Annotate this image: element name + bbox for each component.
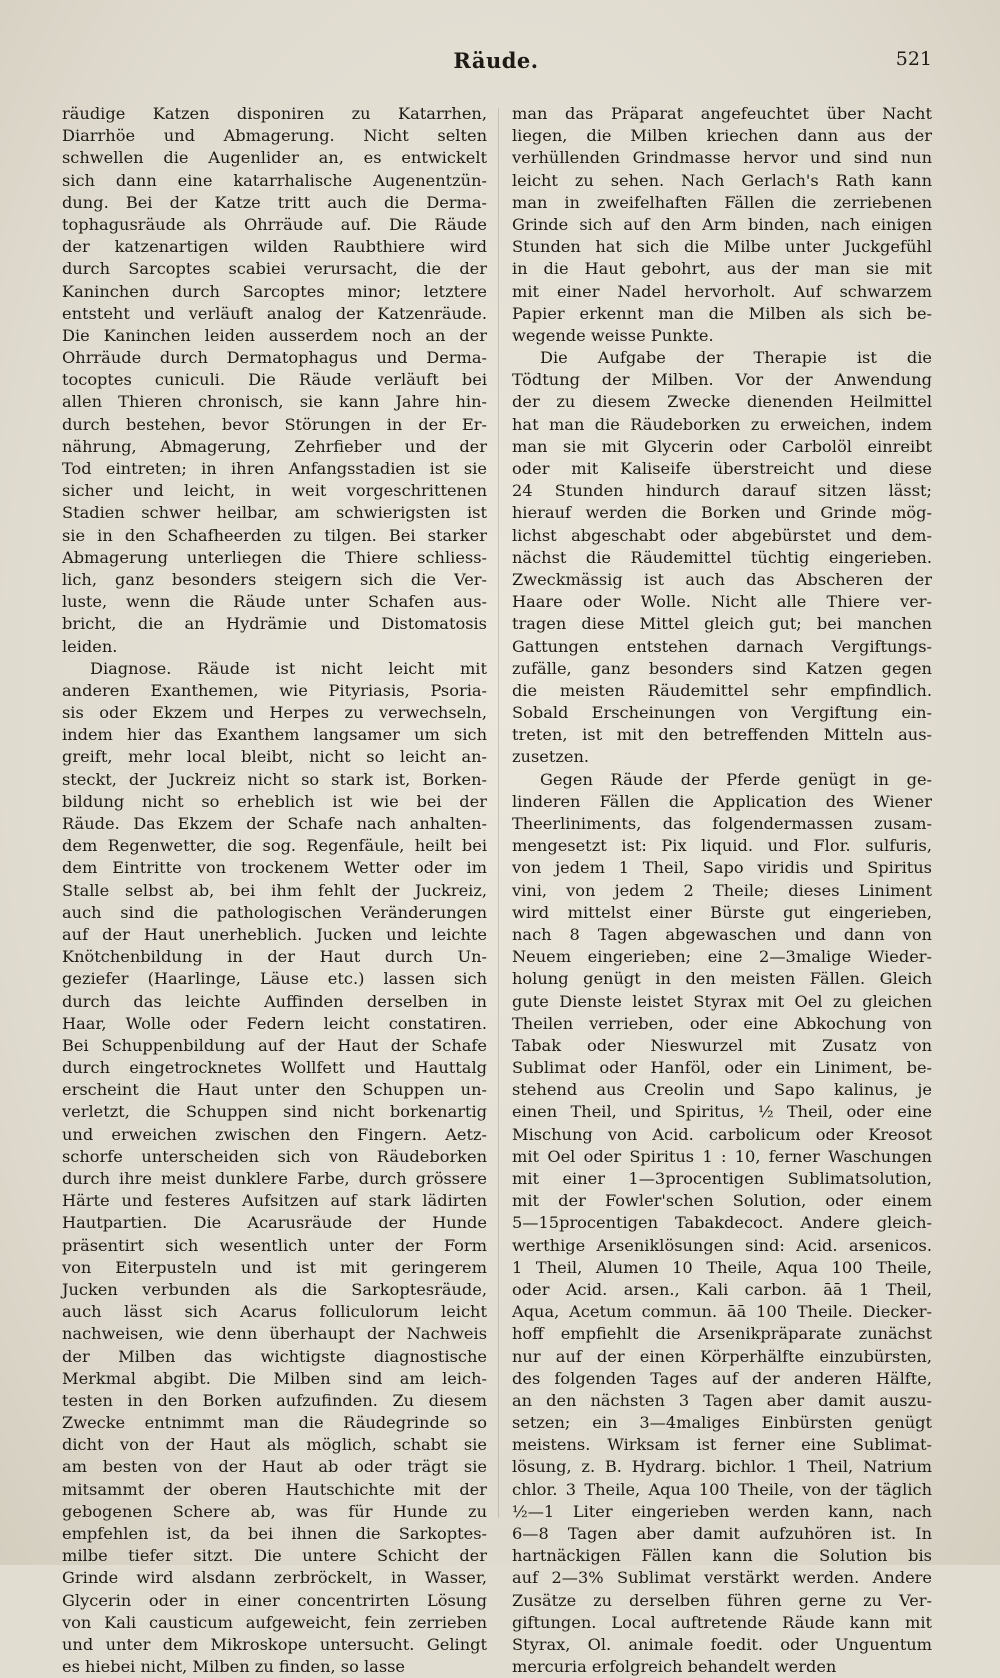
text-line: lösung, z. B. Hydrarg. bichlor. 1 Theil, Natrium: [512, 1457, 932, 1477]
text-line: nächst die Räudemittel tüchtig eingerieben.: [512, 547, 932, 567]
text-line: und erweichen zwischen den Fingern. Aetz-: [62, 1124, 487, 1144]
text-line: der katzenartigen wilden Raubthiere wird: [62, 237, 487, 257]
text-line: man das Präparat angefeuchtet über Nacht: [512, 104, 932, 123]
text-line: mit einer 1—3procentigen Sublimatsolution,: [512, 1169, 932, 1188]
text-line: mit Oel oder Spiritus 1 : 10, ferner Waschungen: [512, 1146, 932, 1166]
running-title: Räude.: [453, 48, 539, 73]
text-line: tocoptes cuniculi. Die Räude verläuft bei: [62, 370, 487, 390]
text-line: chlor. 3 Theile, Aqua 100 Theile, von der täglich: [512, 1479, 932, 1499]
text-line: von Eiterpusteln und ist mit geringerem: [62, 1257, 487, 1277]
text-line: oder mit Kaliseife überstreicht und diese: [512, 459, 932, 478]
text-line: Die Kaninchen leiden ausserdem noch an der: [62, 325, 487, 345]
text-line: Sublimat oder Hanföl, oder ein Liniment, be-: [512, 1058, 932, 1078]
text-line: mengesetzt ist: Pix liquid. und Flor. sulfuris,: [512, 836, 932, 856]
text-line: Stadien schwer heilbar, am schwierigsten ist: [62, 503, 487, 523]
text-line: lich, ganz besonders steigern sich die Ver-: [62, 569, 487, 589]
text-line: hat man die Räudeborken zu erweichen, indem: [512, 414, 932, 434]
text-line: giftungen. Local auftretende Räude kann mit: [512, 1612, 932, 1632]
text-line: empfehlen ist, da bei ihnen die Sarkoptes-: [62, 1524, 487, 1543]
text-line: Abmagerung unterliegen die Thiere schliess-: [62, 547, 487, 567]
text-line: am besten von der Haut ab oder trägt sie: [62, 1457, 487, 1477]
text-line: wegende weisse Punkte.: [512, 325, 714, 345]
text-line: steckt, der Juckreiz nicht so stark ist, Borken-: [62, 769, 487, 789]
text-line: Haare oder Wolle. Nicht alle Thiere ver-: [512, 592, 932, 612]
text-line: mit einer Nadel hervorholt. Auf schwarzem: [512, 281, 932, 301]
text-line: ½—1 Liter eingerieben werden kann, nach: [512, 1501, 932, 1521]
text-line: von jedem 1 Theil, Sapo viridis und Spiritus: [512, 858, 932, 878]
text-line: durch bestehen, bevor Störungen in der Er-: [62, 414, 487, 434]
text-line: es hiebei nicht, Milben zu finden, so lasse: [62, 1657, 406, 1677]
text-line: greift, mehr local bleibt, nicht so leicht an-: [62, 747, 487, 767]
text-line: auf 2—3% Sublimat verstärkt werden. Andere: [512, 1568, 932, 1588]
text-line: nährung, Abmagerung, Zehrfieber und der: [62, 436, 487, 456]
text-line: Neuem eingerieben; eine 2—3malige Wieder-: [512, 947, 932, 967]
text-line: Aqua, Acetum commun. āā 100 Theile. Diecker-: [512, 1302, 932, 1322]
text-line: durch eingetrocknetes Wollfett und Hauttalg: [62, 1058, 487, 1078]
text-line: indem hier das Exanthem langsamer um sich: [62, 725, 487, 745]
text-line: Knötchenbildung in der Haut durch Un-: [62, 947, 487, 967]
right-text-column: [512, 103, 932, 1677]
text-line: allen Thieren chronisch, sie kann Jahre hin-: [62, 392, 487, 412]
text-line: linderen Fällen die Application des Wiener: [512, 791, 932, 811]
text-line: vini, von jedem 2 Theile; dieses Liniment: [512, 880, 932, 900]
text-line: Stunden hat sich die Milbe unter Juckgefühl: [512, 237, 932, 257]
text-line: holung genügt in den meisten Fällen. Gleich: [512, 969, 932, 989]
text-line: dem Regenwetter, die sog. Regenfäule, heilt bei: [62, 836, 487, 856]
text-line: durch Sarcoptes scabiei verursacht, die der: [62, 259, 487, 279]
text-line: schwellen die Augenlider an, es entwickelt: [62, 148, 487, 168]
column-divider: [498, 108, 499, 1518]
text-line: Zusätze zu derselben führen gerne zu Ver-: [512, 1590, 932, 1610]
text-line: Tödtung der Milben. Vor der Anwendung: [512, 370, 932, 390]
text-line: werthige Arseniklösungen sind: Acid. arsenicos.: [512, 1235, 932, 1255]
text-line: Diagnose. Räude ist nicht leicht mit: [90, 658, 487, 678]
text-line: 6—8 Tagen aber damit aufzuhören ist. In: [512, 1524, 932, 1543]
text-line: geziefer (Haarlinge, Läuse etc.) lassen sich: [62, 969, 487, 989]
text-line: durch das leichte Auffinden derselben in: [62, 991, 487, 1011]
text-line: Tod eintreten; in ihren Anfangsstadien ist sie: [62, 459, 487, 478]
text-line: Gegen Räude der Pferde genügt in ge-: [540, 769, 932, 789]
text-line: Bei Schuppenbildung auf der Haut der Schafe: [62, 1035, 487, 1055]
text-line: nur auf der einen Körperhälfte einzubürsten,: [512, 1346, 932, 1366]
text-line: Styrax, Ol. animale foedit. oder Unguentum: [512, 1634, 932, 1654]
text-line: erscheint die Haut unter den Schuppen un-: [62, 1080, 487, 1100]
text-line: Diarrhöe und Abmagerung. Nicht selten: [62, 126, 487, 146]
text-line: Stalle selbst ab, bei ihm fehlt der Juckreiz,: [62, 880, 487, 900]
text-line: 24 Stunden hindurch darauf sitzen lässt;: [512, 481, 932, 501]
text-line: milbe tiefer sitzt. Die untere Schicht der: [62, 1546, 487, 1566]
text-line: lichst abgeschabt oder abgebürstet und dem-: [512, 525, 932, 545]
text-line: Mischung von Acid. carbolicum oder Kreosot: [512, 1124, 932, 1144]
text-line: des folgenden Tages auf der anderen Hälfte,: [512, 1368, 932, 1388]
text-line: verhüllenden Grindmasse hervor und sind nun: [512, 148, 932, 168]
text-line: gute Dienste leistet Styrax mit Oel zu gleichen: [512, 991, 932, 1011]
text-line: leiden.: [62, 636, 118, 656]
text-line: mitsammt der oberen Hautschichte mit der: [62, 1479, 487, 1499]
text-line: sicher und leicht, in weit vorgeschrittenen: [62, 481, 487, 501]
text-line: auch sind die pathologischen Veränderungen: [62, 902, 487, 922]
text-line: Ohrräude durch Dermatophagus und Derma-: [62, 348, 487, 368]
text-line: schorfe unterscheiden sich von Räudeborken: [62, 1146, 487, 1166]
text-line: Tabak oder Nieswurzel mit Zusatz von: [512, 1035, 932, 1055]
text-line: 5—15procentigen Tabakdecoct. Andere gleich-: [512, 1213, 932, 1233]
text-line: Kaninchen durch Sarcoptes minor; letztere: [62, 281, 487, 301]
text-line: nachweisen, wie denn überhaupt der Nachweis: [62, 1324, 487, 1344]
text-line: Räude. Das Ekzem der Schafe nach anhalten-: [62, 814, 487, 833]
text-line: Theerliniments, das folgendermassen zusam-: [512, 814, 932, 833]
text-line: hartnäckigen Fällen kann die Solution bis: [512, 1546, 932, 1566]
text-line: tragen diese Mittel gleich gut; bei manchen: [512, 614, 932, 634]
text-line: sis oder Ekzem und Herpes zu verwechseln,: [62, 703, 487, 723]
text-line: zufälle, ganz besonders sind Katzen gegen: [512, 658, 932, 678]
text-line: luste, wenn die Räude unter Schafen aus-: [62, 592, 487, 612]
text-line: man in zweifelhaften Fällen die zerriebenen: [512, 192, 932, 212]
text-line: Theilen verrieben, oder eine Abkochung von: [512, 1013, 932, 1033]
text-line: testen in den Borken aufzufinden. Zu diesem: [62, 1390, 487, 1410]
text-line: anderen Exanthemen, wie Pityriasis, Psoria-: [62, 680, 487, 700]
text-line: von Kali causticum aufgeweicht, fein zerrieben: [62, 1612, 487, 1632]
text-line: dung. Bei der Katze tritt auch die Derma-: [62, 192, 487, 212]
text-line: an den nächsten 3 Tagen aber damit auszu-: [512, 1390, 932, 1410]
text-line: hoff empfiehlt die Arsenikpräparate zunächst: [512, 1324, 932, 1344]
text-line: räudige Katzen disponiren zu Katarrhen,: [62, 104, 487, 123]
text-line: bildung nicht so erheblich ist wie bei der: [62, 791, 487, 811]
page-header: [60, 48, 932, 74]
text-line: gebogenen Schere ab, was für Hunde zu: [62, 1501, 487, 1521]
text-line: hierauf werden die Borken und Grinde mög-: [512, 503, 932, 523]
text-line: man sie mit Glycerin oder Carbolöl einreibt: [512, 436, 932, 456]
text-line: dicht von der Haut als möglich, schabt sie: [62, 1435, 487, 1455]
text-line: wird mittelst einer Bürste gut eingerieben,: [512, 902, 932, 922]
text-line: Haar, Wolle oder Federn leicht constatiren.: [62, 1013, 487, 1033]
text-line: bricht, die an Hydrämie und Distomatosis: [62, 614, 487, 634]
text-line: Hautpartien. Die Acarusräude der Hunde: [62, 1213, 487, 1233]
text-line: präsentirt sich wesentlich unter der Form: [62, 1235, 487, 1255]
text-line: Papier erkennt man die Milben als sich be-: [512, 303, 932, 323]
text-line: mercuria erfolgreich behandelt werden: [512, 1657, 837, 1677]
text-line: Die Aufgabe der Therapie ist die: [540, 348, 932, 368]
text-line: Zwecke entnimmt man die Räudegrinde so: [62, 1413, 487, 1433]
text-line: Zweckmässig ist auch das Abscheren der: [512, 569, 932, 589]
text-line: 1 Theil, Alumen 10 Theile, Aqua 100 Theile,: [512, 1257, 932, 1277]
text-line: Grinde wird alsdann zerbröckelt, in Wasser,: [62, 1568, 487, 1588]
text-line: Jucken verbunden als die Sarkoptesräude,: [62, 1279, 487, 1299]
text-line: der zu diesem Zwecke dienenden Heilmittel: [512, 392, 932, 412]
left-text-column: [62, 103, 487, 1677]
text-line: meistens. Wirksam ist ferner eine Sublimat-: [512, 1435, 932, 1455]
text-line: Glycerin oder in einer concentrirten Lösung: [62, 1590, 487, 1610]
text-line: Gattungen entstehen darnach Vergiftungs-: [512, 636, 932, 656]
text-line: einen Theil, und Spiritus, ½ Theil, oder eine: [512, 1102, 932, 1122]
text-line: leicht zu sehen. Nach Gerlach's Rath kann: [512, 170, 932, 190]
page-number: 521: [895, 48, 932, 70]
text-line: und unter dem Mikroskope untersucht. Gelingt: [62, 1634, 487, 1654]
text-line: verletzt, die Schuppen sind nicht borkenartig: [62, 1102, 487, 1122]
text-line: Härte und festeres Aufsitzen auf stark lädirten: [62, 1191, 487, 1211]
text-line: Sobald Erscheinungen von Vergiftung ein-: [512, 703, 932, 723]
text-line: in die Haut gebohrt, aus der man sie mit: [512, 259, 932, 279]
text-line: die meisten Räudemittel sehr empfindlich.: [512, 680, 932, 700]
text-line: nach 8 Tagen abgewaschen und dann von: [512, 924, 932, 944]
text-line: zusetzen.: [512, 747, 590, 767]
text-line: auch lässt sich Acarus folliculorum leicht: [62, 1302, 487, 1322]
text-line: Grinde sich auf den Arm binden, nach einigen: [512, 214, 932, 234]
text-line: tophagusräude als Ohrräude auf. Die Räude: [62, 214, 487, 234]
text-line: durch ihre meist dunklere Farbe, durch grössere: [62, 1169, 487, 1188]
text-line: auf der Haut unerheblich. Jucken und leichte: [62, 924, 487, 944]
text-line: treten, ist mit den betreffenden Mitteln aus-: [512, 725, 932, 745]
text-line: sich dann eine katarrhalische Augenentzün-: [62, 170, 487, 190]
text-line: sie in den Schafheerden zu tilgen. Bei starker: [62, 525, 487, 545]
text-line: stehend aus Creolin und Sapo kalinus, je: [512, 1080, 932, 1100]
text-line: setzen; ein 3—4maliges Einbürsten genügt: [512, 1413, 932, 1433]
text-line: Merkmal abgibt. Die Milben sind am leich-: [62, 1368, 487, 1388]
text-line: der Milben das wichtigste diagnostische: [62, 1346, 487, 1366]
text-line: dem Eintritte von trockenem Wetter oder im: [62, 858, 487, 878]
text-line: oder Acid. arsen., Kali carbon. āā 1 Theil,: [512, 1279, 932, 1299]
text-line: liegen, die Milben kriechen dann aus der: [512, 126, 932, 146]
text-line: entsteht und verläuft analog der Katzenräude.: [62, 303, 487, 323]
text-line: mit der Fowler'schen Solution, oder einem: [512, 1191, 932, 1211]
